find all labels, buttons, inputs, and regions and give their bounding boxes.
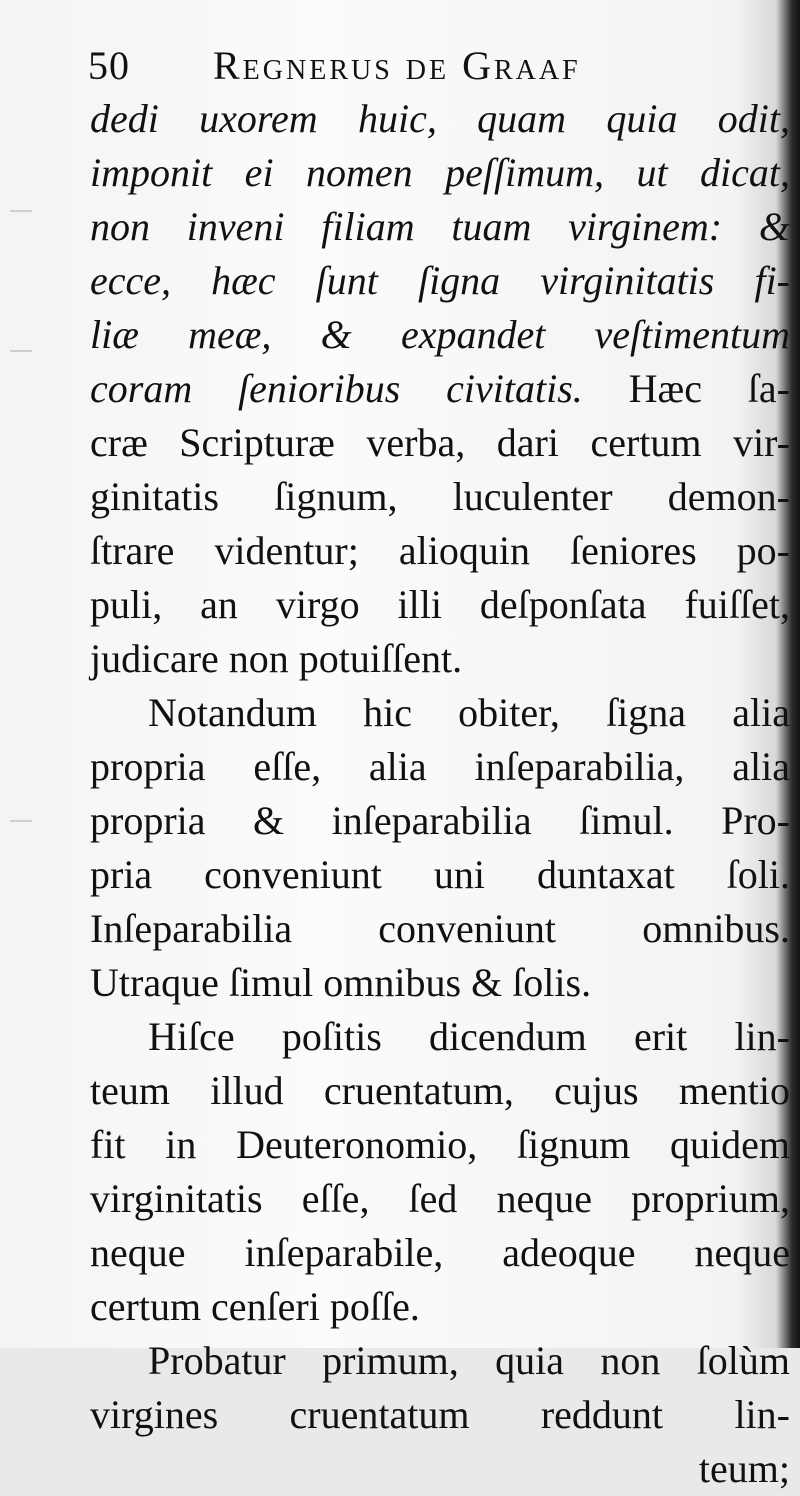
text-line: virgines cruentatum reddunt lin- — [90, 1392, 790, 1437]
text-line: teum illud cruentatum, cujus mentio — [90, 1068, 790, 1113]
text-line — [90, 362, 790, 416]
text-line: propria & inſeparabilia ſimul. Pro- — [90, 798, 790, 843]
text-line: certum cenſeri poſſe. — [90, 1284, 420, 1329]
catchword: teum; — [698, 1446, 790, 1491]
text-line: ſtrare videntur; alioquin ſeniores po- — [90, 528, 790, 573]
text-line: dedi uxorem huic, quam quia odit, — [90, 96, 790, 141]
text-line: Hiſce poſitis dicendum erit lin- — [148, 1014, 790, 1059]
body-text — [90, 92, 790, 1496]
text-line: imponit ei nomen peſſimum, ut dicat, — [90, 150, 790, 195]
text-line: ecce, hæc ſunt ſigna virginitatis fi- — [90, 258, 790, 303]
page-number: 50 — [88, 43, 130, 88]
margin-mark — [10, 820, 32, 822]
text-line: non inveni filiam tuam virginem: & — [90, 204, 790, 249]
text-line: liæ meæ, & expandet veſtimentum — [90, 312, 790, 357]
text-line: propria eſſe, alia inſeparabilia, alia — [90, 744, 790, 789]
text-line: pria conveniunt uni duntaxat ſoli. — [90, 852, 790, 897]
text-line: puli, an virgo illi deſponſata fuiſſet, — [90, 582, 790, 627]
text-line: ginitatis ſignum, luculenter demon- — [90, 474, 790, 519]
text-line: judicare non potuiſſent. — [90, 636, 463, 681]
text-line: virginitatis eſſe, ſed neque proprium, — [90, 1176, 790, 1221]
margin-mark — [10, 350, 32, 352]
text-line: Inſeparabilia conveniunt omnibus. — [90, 906, 790, 951]
text-line: neque inſeparabile, adeoque neque — [90, 1230, 790, 1275]
running-head: Regnerus de Graaf — [213, 43, 581, 88]
roman-span: Hæc ſa- — [582, 366, 790, 411]
text-line: fit in Deuteronomio, ſignum quidem — [90, 1122, 790, 1167]
margin-mark — [10, 210, 32, 212]
italic-span: coram ſenioribus civitatis. — [90, 366, 583, 411]
text-line: Notandum hic obiter, ſigna alia — [148, 690, 790, 735]
text-line: Probatur primum, quia non ſolùm — [148, 1338, 790, 1383]
page-header — [88, 38, 778, 98]
text-line: Utraque ſimul omnibus & ſolis. — [90, 960, 592, 1005]
text-line: cræ Scripturæ verba, dari certum vir- — [90, 420, 790, 465]
